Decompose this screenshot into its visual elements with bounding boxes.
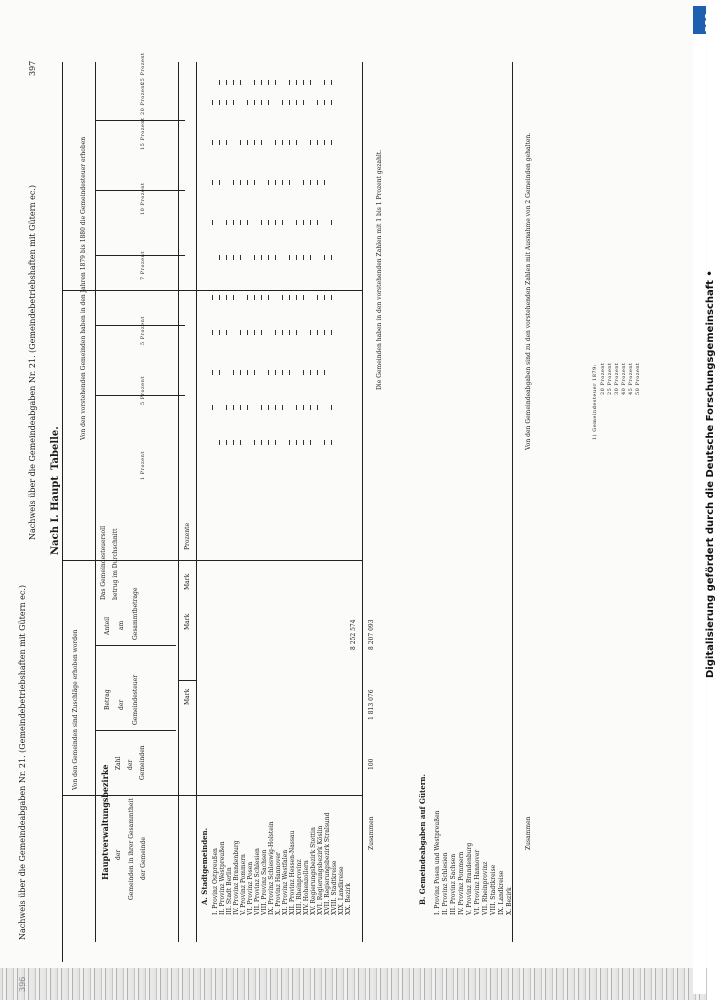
- table-row: XIII. Rheinprovinz: [296, 859, 303, 915]
- cell-mark: [233, 370, 234, 375]
- table-row: X. Bezirk: [506, 887, 513, 915]
- cell-mark: [226, 440, 227, 445]
- total-label: Zusammen: [368, 816, 375, 850]
- cell-mark: [261, 330, 262, 335]
- cell-mark: [247, 370, 248, 375]
- table-row: XX. Bezirk: [345, 883, 352, 915]
- cell-mark: [254, 180, 255, 185]
- col-header: Betrag: [104, 689, 111, 710]
- table-border: [178, 62, 179, 942]
- cell-mark: [317, 180, 318, 185]
- small-list-item: 30 Prozent: [614, 362, 620, 395]
- table-row: XVIII. Stadtkreise: [331, 860, 338, 915]
- col-header: am: [118, 620, 125, 630]
- small-list-item: 40 Prozent: [621, 362, 627, 395]
- table-row: V. Provinz Brandenburg: [466, 842, 473, 915]
- table-row: X. Provinz Hannover: [275, 852, 282, 915]
- cell-mark: [331, 140, 332, 145]
- col-header: der: [127, 759, 134, 770]
- small-list-item: 20 Prozent: [600, 362, 606, 395]
- cell-mark: [226, 220, 227, 225]
- footnote: Die Gemeinden haben in den vorstehenden Zahlen mit 1 bis 1 Prozent gezahlt.: [376, 149, 383, 390]
- small-list-item: 45 Prozent: [628, 362, 634, 395]
- table-row: II. Provinz Westpreußen: [219, 841, 226, 915]
- cell-mark: [233, 100, 234, 105]
- col-header: 20 Prozent: [140, 82, 146, 115]
- cell-mark: [261, 405, 262, 410]
- column-group-title-right: Von den vorstehenden Gemeinden haben in den Jahren 1879 bis 1880 die Gemeindesteuer erhoben: [80, 136, 87, 440]
- cell-mark: [240, 370, 241, 375]
- rule: [62, 290, 362, 291]
- rule: [62, 560, 362, 561]
- cell-mark: [212, 405, 213, 410]
- cell-mark: [254, 100, 255, 105]
- col-unit: Prozente: [184, 522, 191, 550]
- table-row: I. Provinz Ostpreußen: [212, 848, 219, 915]
- table-row: IV. Provinz Pommern: [458, 851, 465, 915]
- cell-mark: [310, 370, 311, 375]
- col-header: 5 Prozent: [140, 376, 146, 405]
- table-border: [196, 62, 197, 942]
- cell-mark: [268, 440, 269, 445]
- cell-mark: [219, 80, 220, 85]
- table-row: VII. Rheinprovinz: [482, 861, 489, 915]
- cell-mark: [261, 80, 262, 85]
- col-header: der: [115, 849, 122, 860]
- small-list-title: 1) Gemeindesteuer 1879:: [592, 364, 598, 440]
- header-left: Nachweis über die Gemeindeabgaben Nr. 21. (Gemeindebetriebshaften mit Gütern ec.): [18, 584, 27, 940]
- cell-mark: [219, 180, 220, 185]
- dfg-logo-text: DFG: [704, 13, 713, 32]
- footnote: Von den Gemeindeabgaben sind zu den vorstehenden Zahlen mit Ausnahme von 2 Gemeinden gehalten.: [525, 132, 532, 450]
- table-row: IX. Landkreise: [498, 870, 505, 915]
- cell-mark: [289, 295, 290, 300]
- cell-mark: [303, 180, 304, 185]
- cell-mark: [303, 370, 304, 375]
- cell-mark: [212, 180, 213, 185]
- table-row: XI. Provinz Westfalen: [282, 849, 289, 915]
- cell-mark: [310, 220, 311, 225]
- cell-mark: [310, 80, 311, 85]
- section-heading: Nach I. Haupt: [50, 476, 61, 555]
- cell-mark: [282, 180, 283, 185]
- cell-mark: [289, 330, 290, 335]
- banner-text: Digitalisierung gefördert durch die Deutsche Forschungsgemeinschaft •: [705, 270, 716, 678]
- cell-mark: [324, 140, 325, 145]
- cell-mark: [282, 330, 283, 335]
- section-a-heading: A. Stadtgemeinden.: [200, 827, 209, 905]
- table-row: XIX. Landkreise: [338, 866, 345, 915]
- cell-mark: [289, 370, 290, 375]
- cell-mark: [289, 440, 290, 445]
- cell-mark: [226, 255, 227, 260]
- cell-mark: [261, 440, 262, 445]
- cell-mark: [310, 330, 311, 335]
- cell-mark: [254, 295, 255, 300]
- cell-mark: [289, 255, 290, 260]
- cell-mark: [226, 330, 227, 335]
- total-value: 8 252 574: [350, 619, 357, 650]
- table-row: IX. Provinz Schleswig-Holstein: [268, 821, 275, 915]
- cell-mark: [275, 180, 276, 185]
- cell-mark: [317, 100, 318, 105]
- cell-mark: [303, 255, 304, 260]
- cell-mark: [331, 405, 332, 410]
- col-header: Gemeindesteuer: [132, 674, 139, 725]
- cell-mark: [247, 100, 248, 105]
- cell-mark: [212, 220, 213, 225]
- col-header: Das Gemeindesteuersoll: [100, 526, 107, 600]
- cell-mark: [324, 370, 325, 375]
- col-header: Zahl: [115, 756, 122, 770]
- col-header: 5 Prozent: [140, 316, 146, 345]
- cell-mark: [219, 140, 220, 145]
- cell-mark: [296, 100, 297, 105]
- cell-mark: [296, 255, 297, 260]
- cell-mark: [226, 295, 227, 300]
- col-header: Anteil: [104, 617, 111, 635]
- table-border: [512, 62, 513, 942]
- col-header: der Gemeinde: [140, 837, 147, 880]
- cell-mark: [331, 100, 332, 105]
- cell-mark: [317, 370, 318, 375]
- col-header: Gemeinden: [139, 745, 146, 780]
- col-header: Hauptverwaltungsbezirke: [100, 764, 110, 880]
- cell-mark: [303, 440, 304, 445]
- cell-mark: [303, 220, 304, 225]
- cell-mark: [324, 80, 325, 85]
- cell-mark: [240, 80, 241, 85]
- cell-mark: [254, 140, 255, 145]
- cell-mark: [296, 140, 297, 145]
- cell-mark: [226, 80, 227, 85]
- col-header: 15 Prozent: [140, 117, 146, 150]
- cell-mark: [282, 405, 283, 410]
- column-group-title: Von den Gemeinden sind Zuschläge erhoben worden: [72, 629, 79, 790]
- cell-mark: [268, 220, 269, 225]
- cell-mark: [268, 255, 269, 260]
- cell-mark: [275, 405, 276, 410]
- cell-mark: [331, 255, 332, 260]
- cell-mark: [310, 440, 311, 445]
- cell-mark: [317, 330, 318, 335]
- cell-mark: [233, 180, 234, 185]
- cell-mark: [331, 330, 332, 335]
- col-header: 25 Prozent: [140, 52, 146, 85]
- cell-mark: [226, 140, 227, 145]
- cell-mark: [226, 405, 227, 410]
- cell-mark: [254, 330, 255, 335]
- rule: [178, 680, 196, 681]
- table-title: Tabelle.: [50, 426, 61, 470]
- cell-mark: [289, 180, 290, 185]
- cell-mark: [261, 295, 262, 300]
- cell-mark: [289, 100, 290, 105]
- cell-mark: [275, 330, 276, 335]
- table-row: V. Provinz Pommern: [240, 854, 247, 915]
- cell-mark: [303, 295, 304, 300]
- table-row: I. Provinz Posen und Westpreußen: [434, 810, 441, 915]
- col-unit: Mark: [184, 613, 191, 630]
- dfg-logo: [693, 6, 713, 34]
- table-row: XV. Regierungsbezirk Stettin: [310, 827, 317, 915]
- table-border: [362, 62, 363, 942]
- cell-mark: [233, 440, 234, 445]
- cell-mark: [324, 255, 325, 260]
- cell-mark: [240, 220, 241, 225]
- col-header: 1 Prozent: [140, 451, 146, 480]
- cell-mark: [212, 370, 213, 375]
- small-list-item: 25 Prozent: [607, 362, 613, 395]
- table-row: XVII. Regierungsbezirk Stralsund: [324, 812, 331, 915]
- col-unit: Mark: [184, 573, 191, 590]
- cell-mark: [275, 255, 276, 260]
- col-header: Gesammtbetrage: [132, 587, 139, 640]
- cell-mark: [268, 80, 269, 85]
- cell-mark: [240, 255, 241, 260]
- cell-mark: [219, 440, 220, 445]
- cell-mark: [240, 180, 241, 185]
- rule: [96, 645, 176, 646]
- cell-mark: [331, 80, 332, 85]
- cell-mark: [212, 295, 213, 300]
- table-row: III. Stadt Berlin: [226, 867, 233, 915]
- col-header: 7 Prozent: [140, 251, 146, 280]
- cell-mark: [296, 440, 297, 445]
- col-header: betrug im Durchschnitt: [112, 528, 119, 600]
- cell-mark: [240, 405, 241, 410]
- table-row: VIII. Provinz Sachsen: [261, 849, 268, 915]
- cell-mark: [296, 295, 297, 300]
- total-label: Zusammen: [525, 816, 532, 850]
- table-row: XVI. Regierungsbezirk Köslin: [317, 825, 324, 915]
- cell-mark: [303, 80, 304, 85]
- cell-mark: [247, 220, 248, 225]
- page-number-right: 397: [28, 60, 37, 76]
- total-value: 1 813 076: [368, 689, 375, 720]
- cell-mark: [240, 140, 241, 145]
- cell-mark: [317, 405, 318, 410]
- cell-mark: [296, 80, 297, 85]
- section-b-heading: B. Gemeindeabgaben auf Gütern.: [418, 774, 427, 905]
- cell-mark: [324, 440, 325, 445]
- rule: [96, 730, 176, 731]
- cell-mark: [317, 220, 318, 225]
- cell-mark: [212, 100, 213, 105]
- cell-mark: [219, 255, 220, 260]
- cell-mark: [282, 220, 283, 225]
- cell-mark: [247, 295, 248, 300]
- cell-mark: [268, 100, 269, 105]
- table-row: II. Provinz Schlesien: [442, 852, 449, 915]
- cell-mark: [331, 220, 332, 225]
- cell-mark: [324, 295, 325, 300]
- cell-mark: [219, 370, 220, 375]
- cell-mark: [303, 405, 304, 410]
- cell-mark: [268, 180, 269, 185]
- small-list-item: 50 Prozent: [635, 362, 641, 395]
- cell-mark: [254, 255, 255, 260]
- cell-mark: [233, 405, 234, 410]
- cell-mark: [275, 440, 276, 445]
- cell-mark: [282, 370, 283, 375]
- cell-mark: [212, 330, 213, 335]
- scan-noise: [0, 968, 707, 1000]
- cell-mark: [275, 370, 276, 375]
- cell-mark: [310, 405, 311, 410]
- cell-mark: [233, 255, 234, 260]
- table-border: [62, 62, 63, 962]
- cell-mark: [254, 370, 255, 375]
- cell-mark: [240, 440, 241, 445]
- cell-mark: [247, 140, 248, 145]
- cell-mark: [282, 140, 283, 145]
- cell-mark: [247, 180, 248, 185]
- cell-mark: [275, 140, 276, 145]
- cell-mark: [219, 330, 220, 335]
- cell-mark: [310, 180, 311, 185]
- table-row: VI. Provinz Posen: [247, 861, 254, 915]
- cell-mark: [268, 370, 269, 375]
- col-header: 10 Prozent: [140, 182, 146, 215]
- cell-mark: [240, 330, 241, 335]
- cell-mark: [275, 220, 276, 225]
- cell-mark: [226, 100, 227, 105]
- cell-mark: [254, 440, 255, 445]
- cell-mark: [324, 330, 325, 335]
- cell-mark: [310, 140, 311, 145]
- cell-mark: [317, 295, 318, 300]
- total-value: 8 207 093: [368, 619, 375, 650]
- col-header: Gemeinden in ihrer Gesammtheit: [128, 798, 135, 900]
- cell-mark: [233, 220, 234, 225]
- cell-mark: [324, 100, 325, 105]
- cell-mark: [282, 100, 283, 105]
- cell-mark: [219, 295, 220, 300]
- cell-mark: [247, 405, 248, 410]
- cell-mark: [254, 80, 255, 85]
- cell-mark: [296, 220, 297, 225]
- cell-mark: [261, 255, 262, 260]
- cell-mark: [247, 330, 248, 335]
- cell-mark: [233, 295, 234, 300]
- cell-mark: [268, 295, 269, 300]
- table-row: IV. Provinz Brandenburg: [233, 840, 240, 915]
- table-row: XIV. Hohenzollern: [303, 860, 310, 915]
- cell-mark: [303, 100, 304, 105]
- col-header: der: [118, 699, 125, 710]
- cell-mark: [261, 220, 262, 225]
- table-row: VIII. Stadtkreise: [490, 864, 497, 915]
- cell-mark: [233, 80, 234, 85]
- header-right: Nachweis über die Gemeindeabgaben Nr. 21. (Gemeindebetriebshaften mit Gütern ec.): [28, 184, 37, 540]
- cell-mark: [275, 80, 276, 85]
- cell-mark: [296, 405, 297, 410]
- cell-mark: [296, 330, 297, 335]
- table-row: XII. Provinz Hessen-Nassau: [289, 830, 296, 915]
- cell-mark: [310, 255, 311, 260]
- cell-mark: [289, 80, 290, 85]
- col-unit: Mark: [184, 688, 191, 705]
- cell-mark: [212, 140, 213, 145]
- table-row: VII. Provinz Schlesien: [254, 848, 261, 915]
- cell-mark: [289, 140, 290, 145]
- cell-mark: [331, 295, 332, 300]
- cell-mark: [219, 100, 220, 105]
- cell-mark: [317, 140, 318, 145]
- cell-mark: [331, 440, 332, 445]
- table-row: III. Provinz Sachsen: [450, 853, 457, 915]
- cell-mark: [324, 180, 325, 185]
- cell-mark: [282, 295, 283, 300]
- total-value: 100: [368, 758, 375, 770]
- table-border: [95, 62, 96, 942]
- cell-mark: [261, 140, 262, 145]
- cell-mark: [268, 405, 269, 410]
- cell-mark: [261, 100, 262, 105]
- table-row: VI. Provinz Hannover: [474, 849, 481, 915]
